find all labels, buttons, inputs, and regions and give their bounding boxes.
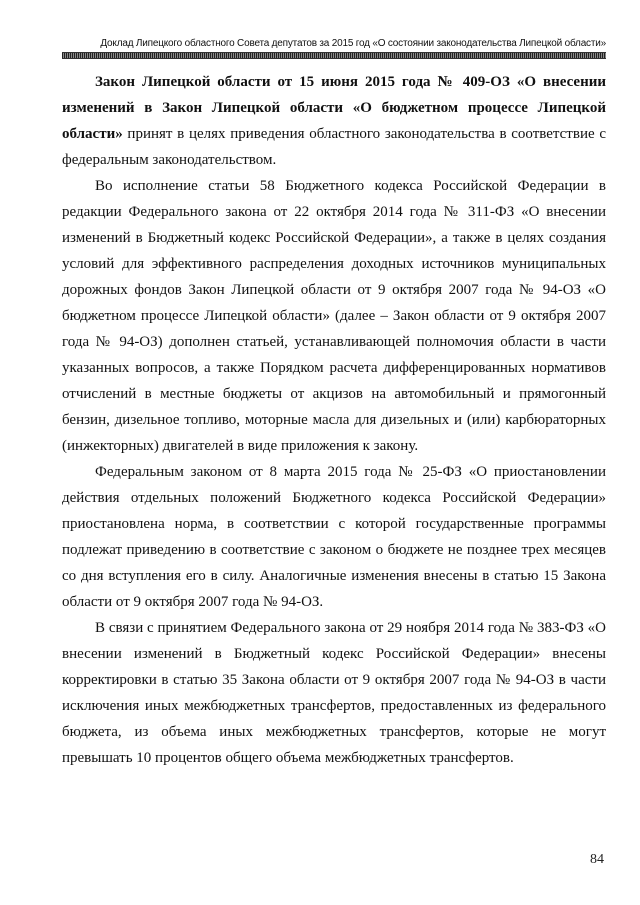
law-title: Закон Липецкой области от 15 июня 2015 года № 409-ОЗ «О внесении изменений в Закон Липецкой области «О бюджетном процессе Липецкой области»: [62, 74, 606, 142]
paragraph-1: [62, 69, 606, 173]
running-header: Доклад Липецкого областного Совета депутатов за 2015 год «О состоянии законодательства Липецкой области»: [100, 38, 606, 49]
paragraph-2: Во исполнение статьи 58 Бюджетного кодекса Российской Федерации в редакции Федерального закона от 22 октября 2014 года № 311-ФЗ «О внесении изменений в Бюджетный кодекс Российской Федерации», а также в целях создания условий для эффективного распределения доходных источников муниципальных дорожных фондов Закон Липецкой области от 9 октября 2007 года № 94-ОЗ «О бюджетном процессе Липецкой области» (далее – Закон области от 9 октября 2007 года № 94-ОЗ) дополнен статьей, устанавливающей полномочия области в части указанных вопросов, а также Порядком расчета дифференцированных нормативов отчислений в местные бюджеты от акцизов на автомобильный и прямогонный бензин, дизельное топливо, моторные масла для дизельных и (или) карбюраторных (инжекторных) двигателей в виде приложения к закону.: [62, 178, 606, 454]
header-divider: [62, 52, 606, 59]
paragraph-3: Федеральным законом от 8 марта 2015 года № 25-ФЗ «О приостановлении действия отдельных положений Бюджетного кодекса Российской Федерации» приостановлена норма, в соответствии с которой государственные программы подлежат приведению в соответствие с законом о бюджете не позднее трех месяцев со дня вступления его в силу. Аналогичные изменения внесены в статью 15 Закона области от 9 октября 2007 года № 94-ОЗ.: [62, 464, 606, 610]
paragraph-4: В связи с принятием Федерального закона от 29 ноября 2014 года № 383-ФЗ «О внесении изменений в Бюджетный кодекс Российской Федерации» внесены корректировки в статью 35 Закона области от 9 октября 2007 года № 94-ОЗ в части исключения иных межбюджетных трансфертов, предоставленных из федерального бюджета, из объема иных межбюджетных трансфертов, которые не могут превышать 10 процентов общего объема межбюджетных трансфертов.: [62, 620, 606, 766]
paragraph-1-text: принят в целях приведения областного законодательства в соответствие с федеральным законодательством.: [62, 126, 606, 168]
page-number: 84: [590, 852, 604, 867]
document-body: [62, 69, 606, 771]
